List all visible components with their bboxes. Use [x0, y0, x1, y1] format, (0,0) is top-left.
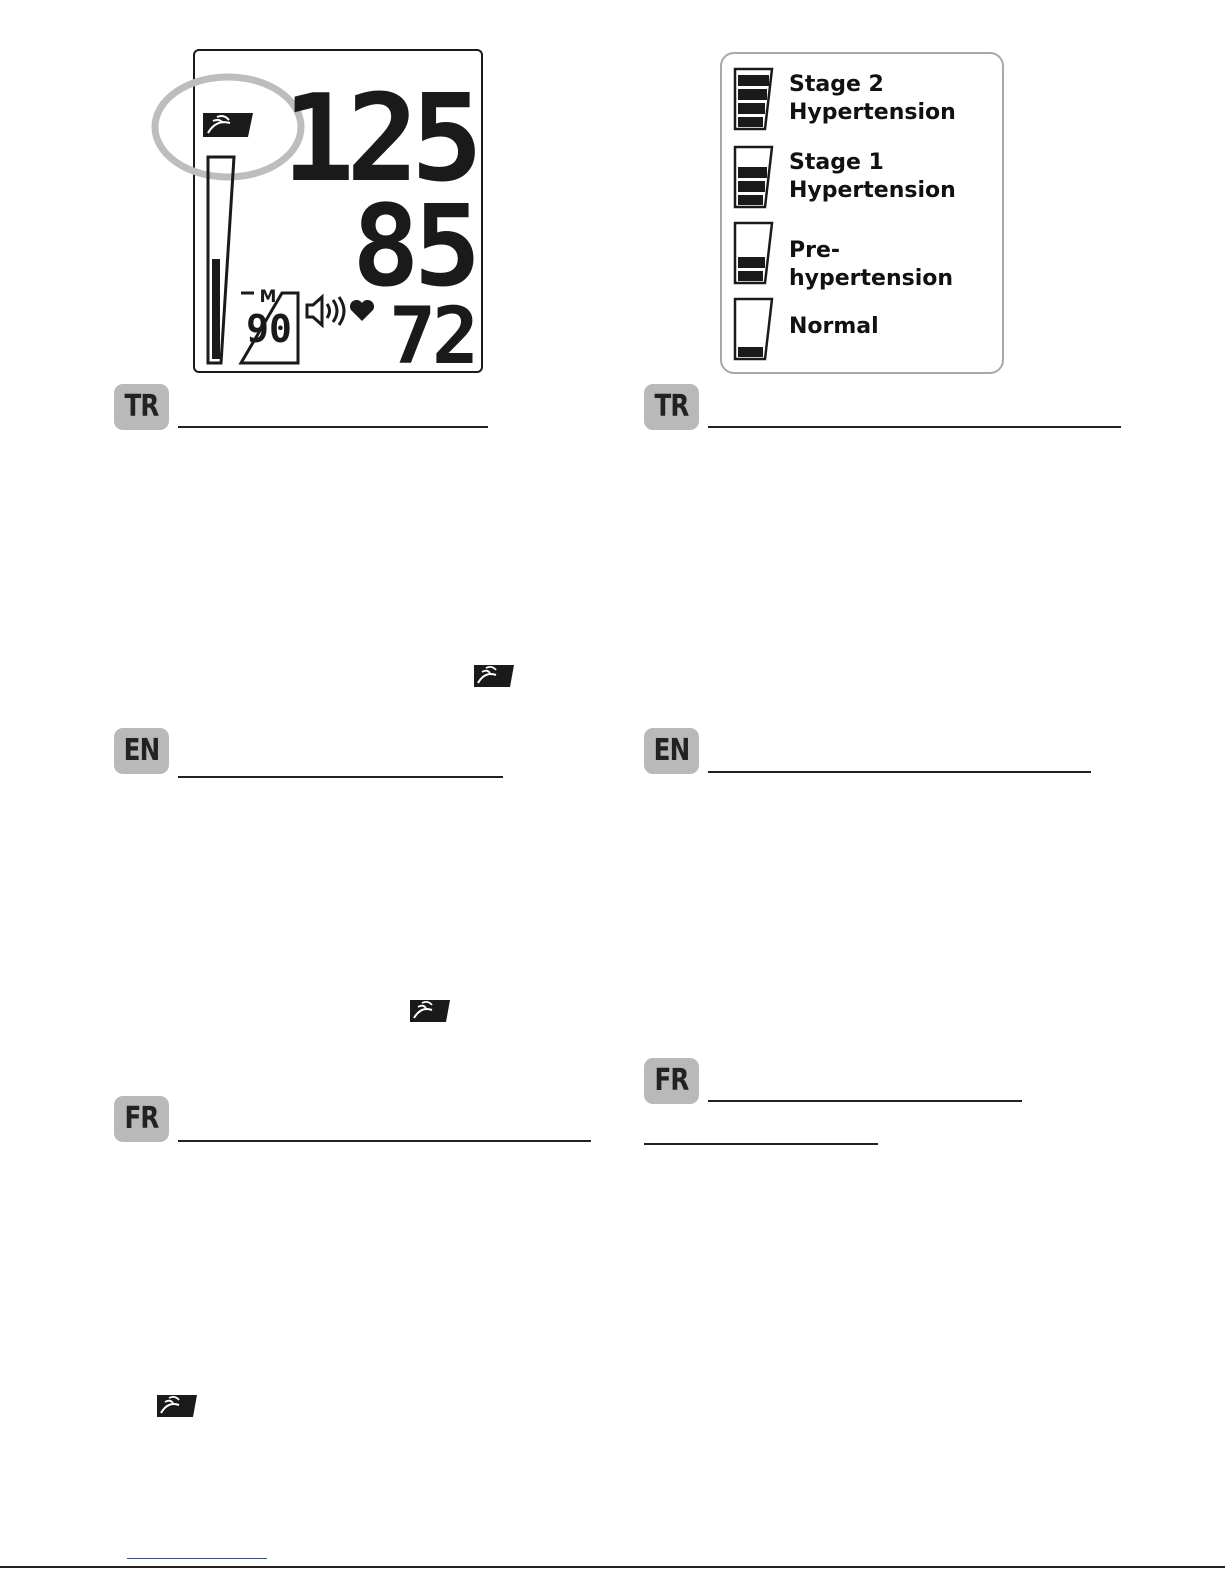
- legend-item-normal: [732, 296, 1002, 362]
- level-4-bar-icon: [732, 66, 776, 132]
- heading-rule: [708, 1100, 1022, 1102]
- language-badge-tr: TR: [644, 384, 699, 430]
- heading-rule: [178, 776, 503, 778]
- pulse-reading: 72: [389, 292, 475, 382]
- level-3-bar-icon: [732, 144, 776, 210]
- language-badge-fr: FR: [644, 1058, 699, 1104]
- legend-label: Normal: [789, 314, 879, 339]
- legend-item-prehypertension: [732, 220, 1002, 291]
- bp-level-bar-icon: [208, 157, 234, 363]
- language-badge-en: EN: [644, 728, 699, 774]
- lcd-display: [150, 45, 490, 380]
- speaker-icon: [307, 297, 344, 325]
- legend-item-stage1: [732, 144, 1002, 210]
- heading-rule: [708, 771, 1091, 773]
- cuff-wrap-icon: [157, 1395, 197, 1419]
- legend-label: Stage 1 Hypertension: [789, 150, 956, 203]
- heading-rule: [178, 426, 488, 428]
- systolic-reading: 125: [282, 70, 475, 209]
- legend-item-stage2: [732, 66, 1002, 132]
- heading-rule: [178, 1140, 591, 1142]
- diastolic-reading: 85: [352, 182, 475, 312]
- language-badge-en: EN: [114, 728, 169, 774]
- cuff-wrap-icon: [474, 665, 514, 689]
- memory-number: 90: [246, 307, 292, 351]
- legend-label: Stage 2 Hypertension: [789, 72, 956, 125]
- language-badge-tr: TR: [114, 384, 169, 430]
- language-badge-fr: FR: [114, 1096, 169, 1142]
- memory-indicator: [241, 287, 298, 363]
- memory-label: M: [259, 287, 277, 307]
- heading-rule-second-line: [644, 1143, 878, 1145]
- cuff-wrap-icon: [203, 113, 253, 137]
- heading-rule: [708, 426, 1121, 428]
- footer-link-underline[interactable]: [127, 1558, 267, 1559]
- level-2-bar-icon: [732, 220, 776, 286]
- footer-rule: [0, 1566, 1225, 1568]
- level-1-bar-icon: [732, 296, 776, 362]
- bp-classification-legend: [720, 52, 1004, 374]
- legend-label: Pre-hypertension: [789, 238, 954, 291]
- cuff-wrap-icon: [410, 1000, 450, 1024]
